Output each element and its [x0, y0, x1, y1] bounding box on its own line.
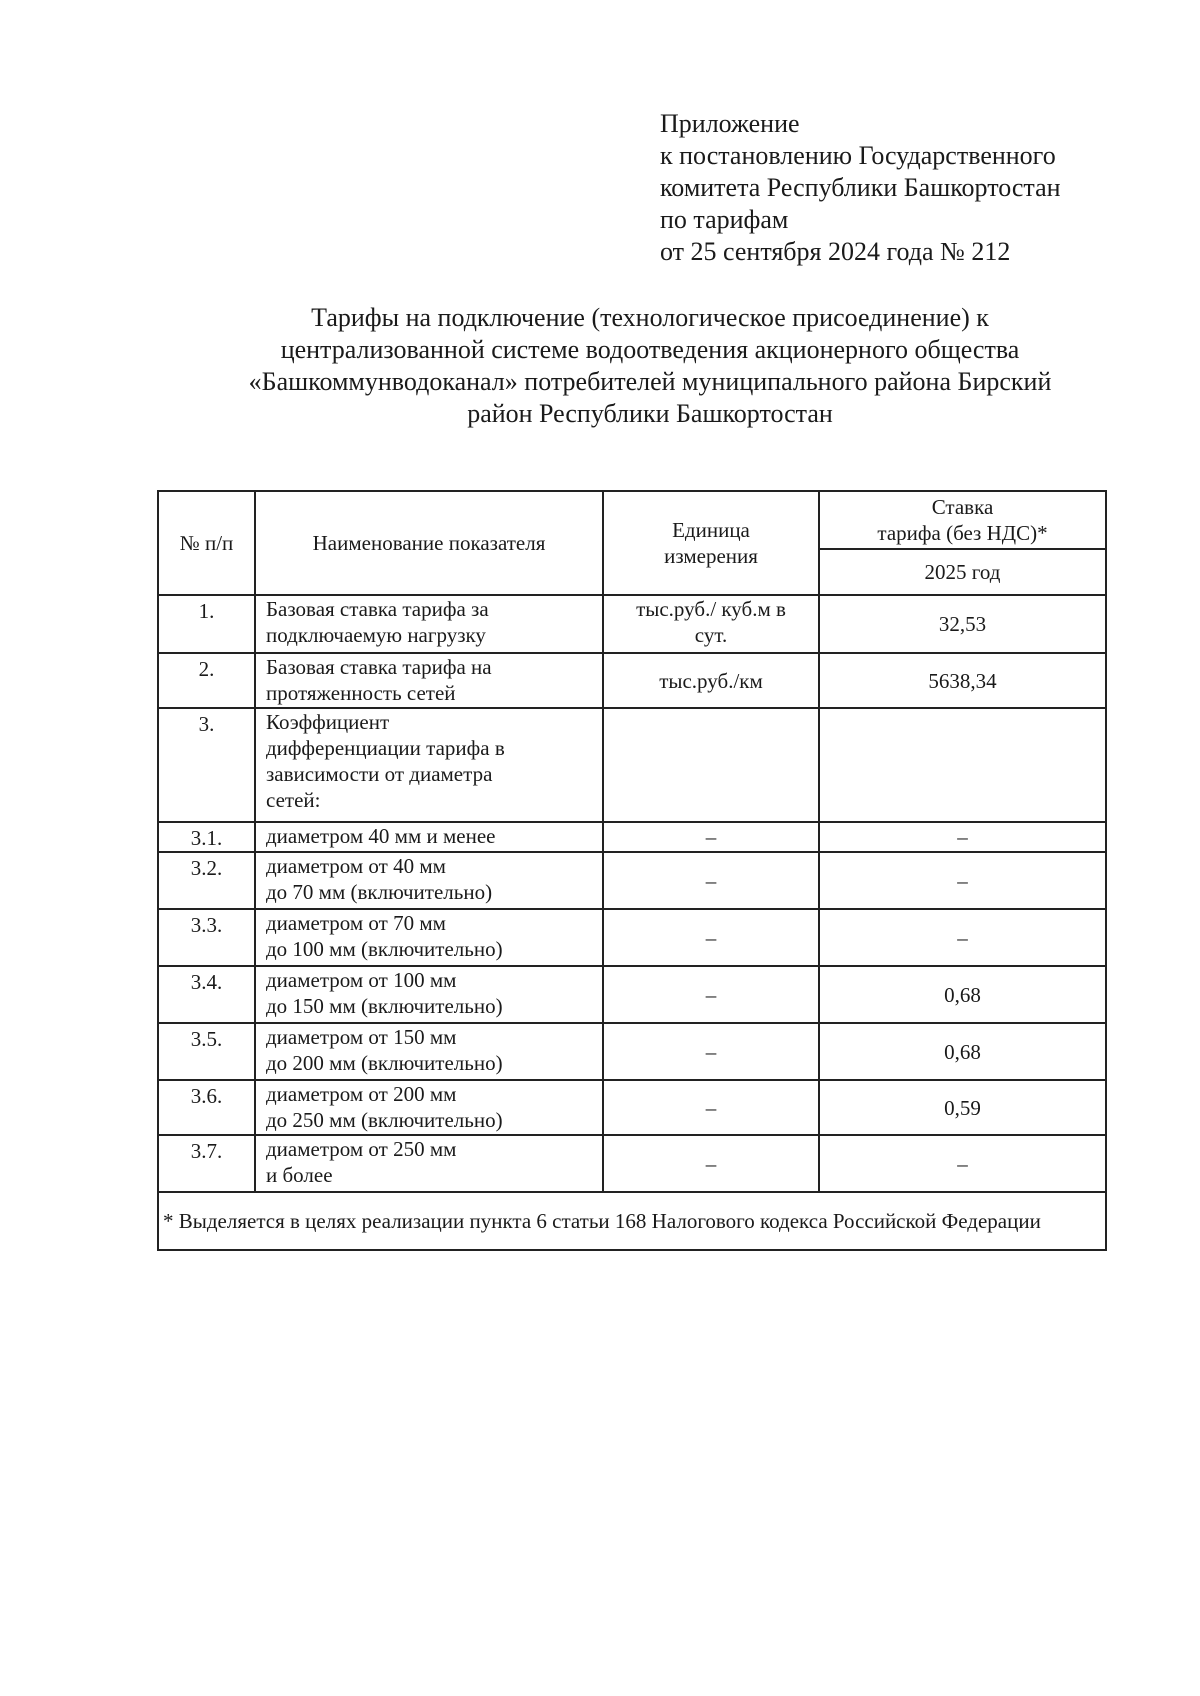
row-name	[255, 1080, 603, 1135]
row-unit: тыс.руб./км	[603, 653, 819, 708]
row-name-line: сетей:	[266, 788, 321, 812]
row-name	[255, 1023, 603, 1080]
row-name	[255, 653, 603, 708]
table-row	[158, 822, 1106, 852]
row-name-line: диаметром от 100 мм	[266, 968, 457, 992]
row-unit: –	[603, 966, 819, 1023]
row-name	[255, 909, 603, 966]
row-unit-line: тыс.руб./ куб.м в	[636, 597, 786, 621]
row-name	[255, 708, 603, 822]
row-name-line: диаметром от 150 мм	[266, 1025, 457, 1049]
row-unit: –	[603, 1135, 819, 1192]
row-num: 3.1.	[158, 822, 255, 852]
row-num: 3.3.	[158, 909, 255, 966]
table-row	[158, 708, 1106, 822]
annex-line: к постановлению Государственного	[660, 141, 1056, 170]
annex-line: комитета Республики Башкортостан	[660, 173, 1061, 202]
row-name-line: до 100 мм (включительно)	[266, 937, 503, 961]
footnote: * Выделяется в целях реализации пункта 6 статьи 168 Налогового кодекса Российской Федерации	[158, 1192, 1106, 1250]
annex-line: Приложение	[660, 109, 800, 138]
row-num: 2.	[158, 653, 255, 708]
table-row	[158, 1080, 1106, 1135]
row-name-line: диаметром от 250 мм	[266, 1137, 457, 1161]
row-value: –	[819, 909, 1106, 966]
row-name-line: протяженность сетей	[266, 681, 456, 705]
row-value: 0,68	[819, 1023, 1106, 1080]
footnote-row	[158, 1192, 1106, 1250]
annex-block	[660, 108, 1061, 268]
row-name-line: до 150 мм (включительно)	[266, 994, 503, 1018]
header-unit	[603, 491, 819, 595]
row-name-line: до 250 мм (включительно)	[266, 1108, 503, 1132]
row-unit: –	[603, 852, 819, 909]
row-name-line: Базовая ставка тарифа на	[266, 655, 492, 679]
header-unit-line: Единица	[672, 518, 750, 542]
header-year: 2025 год	[819, 549, 1106, 595]
row-name	[255, 966, 603, 1023]
row-num: 3.	[158, 708, 255, 822]
table-row	[158, 1023, 1106, 1080]
header-num: № п/п	[158, 491, 255, 595]
row-num: 3.4.	[158, 966, 255, 1023]
header-unit-line: измерения	[664, 544, 758, 568]
title-line: Тарифы на подключение (технологическое присоединение) к	[311, 303, 989, 332]
row-name-line: Базовая ставка тарифа за	[266, 597, 489, 621]
row-name-line: диаметром от 200 мм	[266, 1082, 457, 1106]
row-value: –	[819, 852, 1106, 909]
document-title	[200, 302, 1100, 430]
row-value: –	[819, 1135, 1106, 1192]
title-line: район Республики Башкортостан	[467, 399, 833, 428]
row-unit: –	[603, 822, 819, 852]
row-value: 5638,34	[819, 653, 1106, 708]
row-name-line: до 70 мм (включительно)	[266, 880, 493, 904]
row-name	[255, 852, 603, 909]
row-name-line: и более	[266, 1163, 333, 1187]
row-num: 3.2.	[158, 852, 255, 909]
row-name-line: дифференциации тарифа в	[266, 736, 505, 760]
row-num: 3.6.	[158, 1080, 255, 1135]
header-rate	[819, 491, 1106, 549]
table-header-row	[158, 491, 1106, 549]
row-value	[819, 708, 1106, 822]
row-unit: –	[603, 909, 819, 966]
row-name-line: зависимости от диаметра	[266, 762, 493, 786]
row-value: 0,59	[819, 1080, 1106, 1135]
row-unit: –	[603, 1080, 819, 1135]
annex-line: по тарифам	[660, 205, 789, 234]
header-name: Наименование показателя	[255, 491, 603, 595]
header-rate-line: тарифа (без НДС)*	[877, 521, 1048, 545]
row-name-line: диаметром от 70 мм	[266, 911, 446, 935]
tariff-table	[157, 490, 1107, 1251]
row-unit	[603, 595, 819, 653]
row-name-line: до 200 мм (включительно)	[266, 1051, 503, 1075]
table-row	[158, 966, 1106, 1023]
row-name: диаметром 40 мм и менее	[255, 822, 603, 852]
row-name-line: диаметром от 40 мм	[266, 854, 446, 878]
row-value: 0,68	[819, 966, 1106, 1023]
row-value: 32,53	[819, 595, 1106, 653]
annex-line: от 25 сентября 2024 года № 212	[660, 237, 1011, 266]
row-name	[255, 595, 603, 653]
table-row	[158, 653, 1106, 708]
row-unit	[603, 708, 819, 822]
title-line: централизованной системе водоотведения акционерного общества	[280, 335, 1020, 364]
row-num: 3.7.	[158, 1135, 255, 1192]
title-line: «Башкоммунводоканал» потребителей муниципального района Бирский	[248, 367, 1052, 396]
table-row	[158, 595, 1106, 653]
row-unit: –	[603, 1023, 819, 1080]
row-num: 3.5.	[158, 1023, 255, 1080]
row-name-line: подключаемую нагрузку	[266, 623, 486, 647]
row-name-line: Коэффициент	[266, 710, 390, 734]
header-rate-line: Ставка	[931, 495, 994, 519]
table-row	[158, 1135, 1106, 1192]
row-value: –	[819, 822, 1106, 852]
row-num: 1.	[158, 595, 255, 653]
row-name	[255, 1135, 603, 1192]
row-unit-line: сут.	[694, 623, 728, 647]
table-row	[158, 852, 1106, 909]
table-row	[158, 909, 1106, 966]
